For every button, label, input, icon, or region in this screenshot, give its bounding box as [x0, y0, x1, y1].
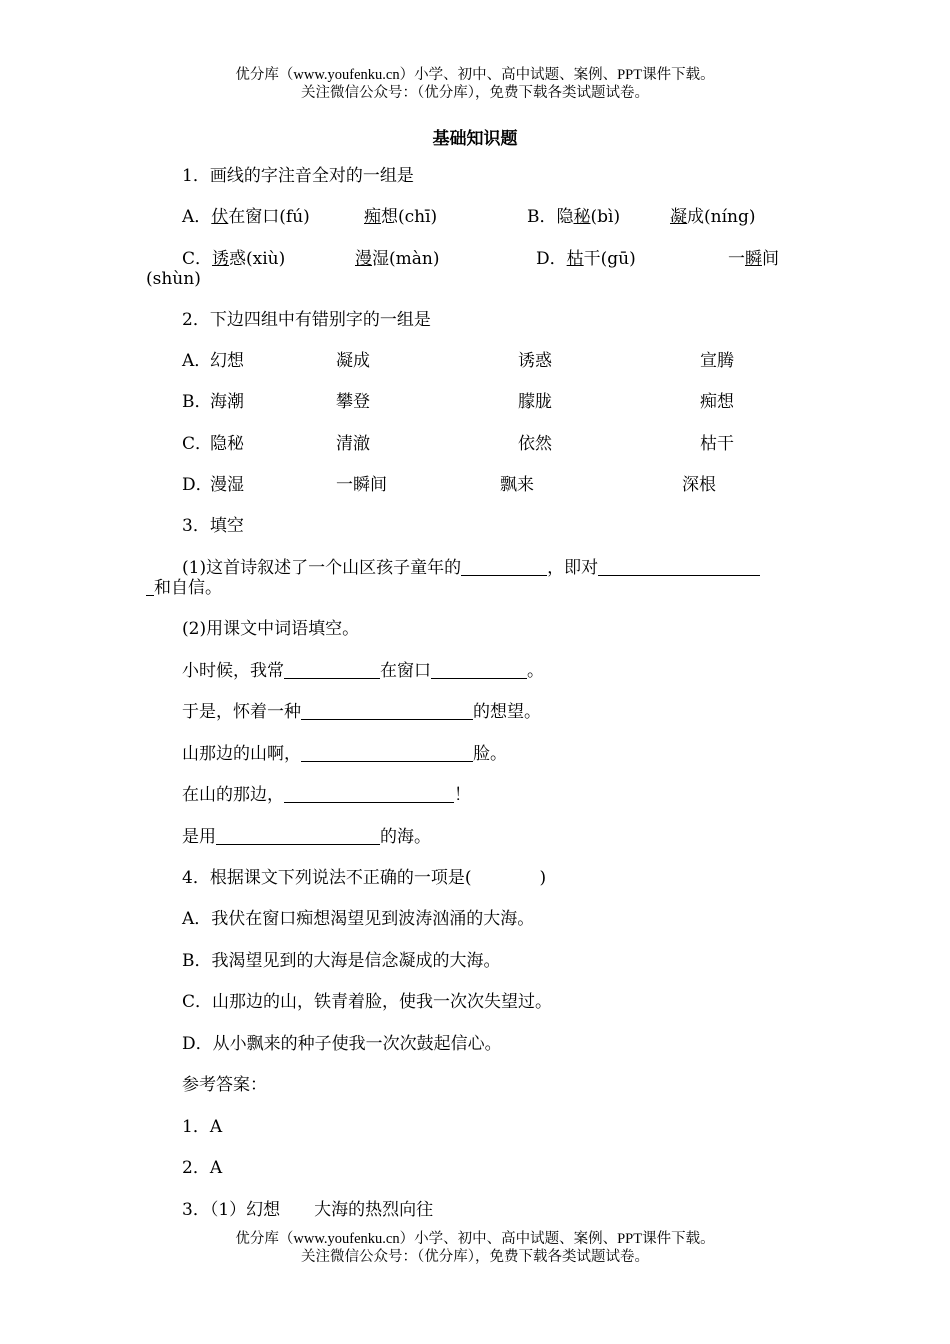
q4-option-d: D．从小飘来的种子使我一次次鼓起信心。 [182, 1034, 502, 1054]
q3-p1-blank-2-wrap[interactable] [146, 579, 154, 596]
q1-c2-rest: 湿(màn) [372, 249, 440, 269]
q2-row-c-label: C． [182, 434, 213, 454]
q2-row-b-w2: 攀登 [336, 392, 370, 412]
q3-s4-blank[interactable] [284, 786, 454, 803]
q3-s2 [182, 701, 541, 723]
q2-row-c-w3: 依然 [518, 434, 552, 454]
q1-c2-underlined: 漫 [355, 249, 372, 269]
q2-row-c-w4: 枯干 [700, 434, 734, 454]
q2-row-b-w4: 痴想 [700, 392, 734, 412]
q3-s1-a: 小时候，我常 [182, 661, 284, 681]
q2-row-d-label: D． [182, 475, 213, 495]
q3-p1-b: ，即对 [547, 558, 599, 578]
q1-b2-underlined: 凝 [670, 207, 687, 227]
q3-s3-a: 山那边的山啊， [182, 744, 301, 764]
q3-p1-c: 和自信。 [154, 578, 222, 598]
q1-a1-underlined: 伏 [211, 207, 229, 227]
q1-option-b-2 [670, 206, 755, 228]
q2-row-c-w2: 清澈 [336, 434, 370, 454]
q2-row-b-w3: 朦胧 [518, 392, 552, 412]
q3-p1-line [182, 557, 760, 579]
q1-b1-rest: (bì) [590, 207, 621, 227]
q2-row-a-w2: 凝成 [336, 351, 370, 371]
q1-c1-underlined: 诱 [212, 249, 230, 269]
q1-option-c [182, 248, 285, 270]
q3-s4-a: 在山的那边， [182, 785, 284, 805]
q2-row-a-label: A． [182, 351, 212, 371]
q2-row-c-w1: 隐秘 [210, 434, 244, 454]
answer-3: 3．（1）幻想 大海的热烈向往 [182, 1200, 434, 1220]
q3-s5-b: 的海。 [380, 827, 431, 847]
q3-p2: (2)用课文中词语填空。 [182, 619, 360, 639]
q3-s2-b: 的想望。 [473, 702, 541, 722]
q1-d2-underlined: 瞬 [745, 249, 762, 269]
q3-stem: 3．填空 [182, 516, 244, 536]
q2-row-a-w1: 幻想 [210, 351, 244, 371]
header-line-1: 优分库（www.youfenku.cn）小学、初中、高中试题、案例、PPT课件下载。 [235, 67, 715, 83]
q1-option-a-2 [364, 206, 437, 228]
q1-d1-rest: 干(gū) [583, 249, 636, 269]
footer-line-1: 优分库（www.youfenku.cn）小学、初中、高中试题、案例、PPT课件下载。 [235, 1231, 715, 1247]
q3-s5 [182, 826, 431, 848]
q1-b-label: B．隐 [527, 207, 574, 227]
q2-row-b-w1: 海潮 [210, 392, 244, 412]
q1-option-c-2 [355, 248, 439, 270]
q1-a2-underlined: 痴 [364, 207, 381, 227]
q3-s2-blank[interactable] [301, 703, 473, 720]
q3-s1 [182, 660, 544, 682]
q3-p1-a: (1)这首诗叙述了一个山区孩子童年的 [182, 558, 462, 578]
q3-s1-b: 在窗口 [380, 661, 431, 681]
q3-s4 [182, 784, 471, 806]
page-title: 基础知识题 [432, 129, 518, 149]
q4-option-b: B．我渴望见到的大海是信念凝成的大海。 [182, 951, 501, 971]
q1-c1-rest: 惑(xiù) [229, 249, 286, 269]
footer-line-2: 关注微信公众号：（优分库），免费下载各类试题试卷。 [301, 1249, 649, 1265]
header-line-2: 关注微信公众号：（优分库），免费下载各类试题试卷。 [301, 85, 649, 101]
q1-d2-pre: 一 [728, 249, 745, 269]
q3-s3 [182, 743, 507, 765]
q1-option-a [182, 206, 310, 228]
q1-b1-underlined: 秘 [573, 207, 591, 227]
q1-d-label: D． [536, 249, 567, 269]
q3-s4-b: ！ [454, 785, 471, 805]
q2-row-b-label: B． [182, 392, 212, 412]
q1-option-d-wrap: (shùn) [146, 269, 201, 289]
q3-s2-a: 于是，怀着一种 [182, 702, 301, 722]
q1-option-b [527, 206, 620, 228]
q3-s3-blank[interactable] [301, 745, 473, 762]
q1-option-d-2 [728, 248, 779, 270]
q1-d2-rest: 间 [762, 249, 779, 269]
q3-s5-a: 是用 [182, 827, 216, 847]
q3-p1-wrap [146, 577, 222, 599]
q3-p1-blank-2[interactable] [598, 559, 760, 576]
q4-option-c: C．山那边的山，铁青着脸，使我一次次失望过。 [182, 992, 553, 1012]
q1-b2-rest: 成(níng) [687, 207, 756, 227]
q3-s1-blank-1[interactable] [284, 662, 380, 679]
answer-1: 1．A [182, 1117, 223, 1137]
q1-c-label: C． [182, 249, 213, 269]
q3-s1-c: 。 [527, 661, 544, 681]
answers-heading: 参考答案： [182, 1075, 267, 1095]
q2-row-a-w3: 诱惑 [518, 351, 552, 371]
page-footer [0, 1230, 950, 1266]
q4-stem: 4．根据课文下列说法不正确的一项是( ) [182, 868, 547, 888]
q1-a2-rest: 想(chī) [381, 207, 438, 227]
q2-row-a-w4: 宣腾 [700, 351, 734, 371]
q2-row-d-w1: 漫湿 [210, 475, 244, 495]
q1-a1-rest: 在窗口(fú) [228, 207, 310, 227]
q3-s3-b: 脸。 [473, 744, 507, 764]
q2-row-d-w2: 一瞬间 [336, 475, 387, 495]
q1-stem: 1．画线的字注音全对的一组是 [182, 166, 414, 186]
q2-stem: 2．下边四组中有错别字的一组是 [182, 310, 431, 330]
q1-a-label: A． [182, 207, 212, 227]
q2-row-d-w4: 深根 [682, 475, 716, 495]
q3-s1-blank-2[interactable] [431, 662, 527, 679]
q1-d1-underlined: 枯 [566, 249, 584, 269]
q2-row-d-w3: 飘来 [500, 475, 534, 495]
q1-option-d [536, 248, 636, 270]
q3-s5-blank[interactable] [216, 828, 380, 845]
q3-p1-blank-1[interactable] [461, 559, 547, 576]
page-header [0, 66, 950, 102]
q4-option-a: A．我伏在窗口痴想渴望见到波涛汹涌的大海。 [182, 909, 535, 929]
answer-2: 2．A [182, 1158, 223, 1178]
